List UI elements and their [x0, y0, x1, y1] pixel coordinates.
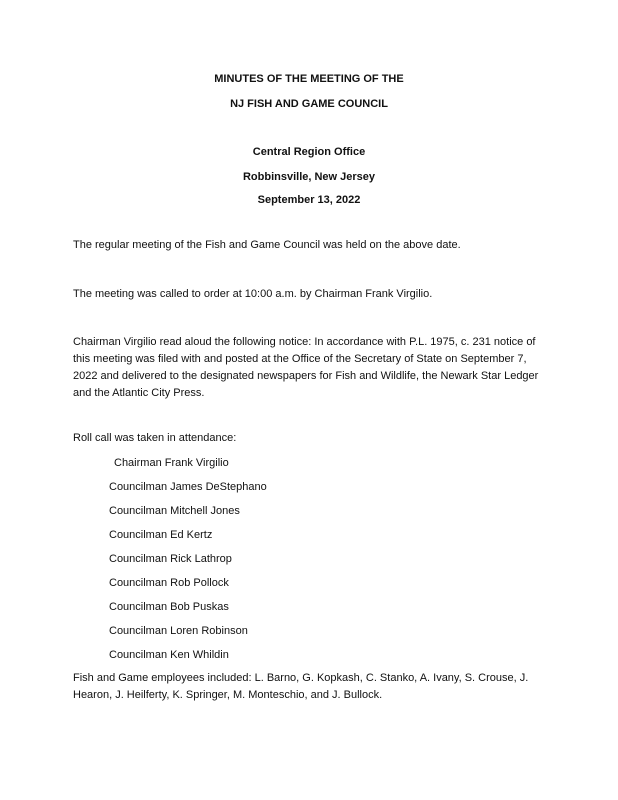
roll-call-item: Councilman Mitchell Jones	[109, 505, 240, 517]
roll-call-item: Councilman Loren Robinson	[109, 625, 248, 637]
roll-call-item: Councilman Ken Whildin	[109, 649, 229, 661]
paragraph-meeting-held: The regular meeting of the Fish and Game Council was held on the above date.	[73, 239, 461, 251]
city: Robbinsville, New Jersey	[242, 171, 376, 183]
paragraph-called-to-order: The meeting was called to order at 10:00 a.m. by Chairman Frank Virgilio.	[73, 288, 433, 300]
title-line-1: MINUTES OF THE MEETING OF THE	[214, 73, 404, 85]
location: Central Region Office	[252, 146, 366, 158]
title-line-2: NJ FISH AND GAME COUNCIL	[230, 98, 388, 110]
roll-call-item: Councilman Rick Lathrop	[109, 553, 232, 565]
roll-call-item: Councilman Bob Puskas	[109, 601, 229, 613]
meeting-date: September 13, 2022	[257, 194, 361, 206]
roll-call-intro: Roll call was taken in attendance:	[73, 432, 237, 444]
roll-call-item: Councilman James DeStephano	[109, 481, 267, 493]
paragraph-employees: Fish and Game employees included: L. Barno, G. Kopkash, C. Stanko, A. Ivany, S. Crouse, J. Hearon, J. Heilferty, K. Springer, M. Monteschio, and J. Bullock.	[73, 672, 529, 701]
roll-call-item: Chairman Frank Virgilio	[114, 457, 229, 469]
roll-call-item: Councilman Ed Kertz	[109, 529, 213, 541]
paragraph-notice: Chairman Virgilio read aloud the following notice: In accordance with P.L. 1975, c. 231 notice of this meeting was filed with and posted at the Office of the Secretary of State on September 7, 2022 and delivered to the designated newspapers for Fish and Wildlife, the Newark Star Ledger and the Atlantic City Press.	[73, 336, 539, 399]
roll-call-item: Councilman Rob Pollock	[109, 577, 229, 589]
